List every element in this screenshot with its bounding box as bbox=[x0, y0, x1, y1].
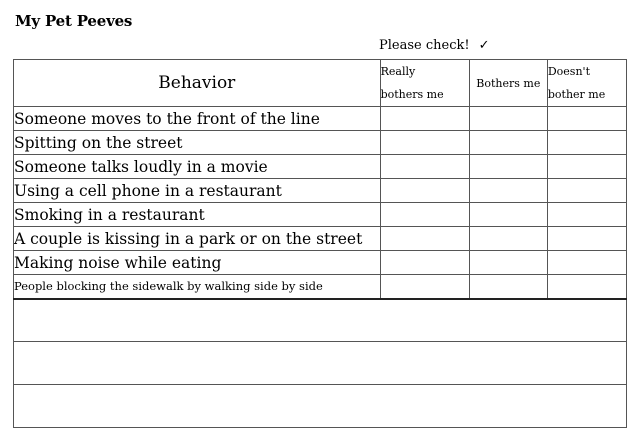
really-bothers-me-checkbox-cell[interactable] bbox=[380, 227, 469, 251]
really-bothers-me-checkbox-cell[interactable] bbox=[380, 155, 469, 179]
table-row bbox=[14, 227, 627, 251]
checkmark-icon: ✓ bbox=[478, 38, 490, 53]
behavior-cell: People blocking the sidewalk by walking side by side bbox=[14, 275, 381, 299]
bothers-me-checkbox-cell[interactable] bbox=[469, 179, 547, 203]
write-in-cell[interactable] bbox=[14, 385, 627, 428]
really-bothers-me-checkbox-cell[interactable] bbox=[380, 131, 469, 155]
behavior-column-header: Behavior bbox=[14, 60, 381, 107]
doesnt-bother-me-checkbox-cell[interactable] bbox=[547, 179, 626, 203]
doesnt-bother-me-line2: bother me bbox=[547, 88, 606, 101]
doesnt-bother-me-checkbox-cell[interactable] bbox=[547, 107, 626, 131]
table-row bbox=[14, 275, 627, 299]
behavior-cell: Making noise while eating bbox=[14, 251, 381, 275]
pet-peeves-table bbox=[13, 59, 627, 428]
really-bothers-me-line1: Really bbox=[380, 65, 416, 78]
table-row bbox=[14, 179, 627, 203]
really-bothers-me-checkbox-cell[interactable] bbox=[380, 179, 469, 203]
behavior-cell: Spitting on the street bbox=[14, 131, 381, 155]
bothers-me-checkbox-cell[interactable] bbox=[469, 203, 547, 227]
bothers-me-header: Bothers me bbox=[469, 60, 547, 107]
doesnt-bother-me-line1: Doesn't bbox=[547, 65, 590, 78]
doesnt-bother-me-checkbox-cell[interactable] bbox=[547, 275, 626, 299]
bothers-me-checkbox-cell[interactable] bbox=[469, 275, 547, 299]
really-bothers-me-checkbox-cell[interactable] bbox=[380, 251, 469, 275]
behavior-cell: A couple is kissing in a park or on the street bbox=[14, 227, 381, 251]
write-in-cell[interactable] bbox=[14, 342, 627, 385]
page-title: My Pet Peeves bbox=[15, 12, 133, 30]
doesnt-bother-me-checkbox-cell[interactable] bbox=[547, 131, 626, 155]
doesnt-bother-me-checkbox-cell[interactable] bbox=[547, 227, 626, 251]
really-bothers-me-header bbox=[380, 60, 469, 107]
really-bothers-me-checkbox-cell[interactable] bbox=[380, 203, 469, 227]
bothers-me-checkbox-cell[interactable] bbox=[469, 227, 547, 251]
bothers-me-checkbox-cell[interactable] bbox=[469, 131, 547, 155]
blank-write-in-row bbox=[14, 299, 627, 342]
check-instruction bbox=[379, 38, 489, 53]
check-instruction-label: Please check! bbox=[379, 38, 470, 53]
really-bothers-me-line2: bothers me bbox=[380, 88, 444, 101]
table-header-row bbox=[14, 60, 627, 107]
blank-write-in-row bbox=[14, 342, 627, 385]
behavior-cell: Someone talks loudly in a movie bbox=[14, 155, 381, 179]
behavior-cell: Using a cell phone in a restaurant bbox=[14, 179, 381, 203]
table-row bbox=[14, 251, 627, 275]
doesnt-bother-me-header bbox=[547, 60, 626, 107]
behavior-cell: Smoking in a restaurant bbox=[14, 203, 381, 227]
table-row bbox=[14, 131, 627, 155]
behavior-cell: Someone moves to the front of the line bbox=[14, 107, 381, 131]
bothers-me-checkbox-cell[interactable] bbox=[469, 155, 547, 179]
bothers-me-checkbox-cell[interactable] bbox=[469, 107, 547, 131]
write-in-cell[interactable] bbox=[14, 299, 627, 342]
doesnt-bother-me-checkbox-cell[interactable] bbox=[547, 155, 626, 179]
table-row bbox=[14, 203, 627, 227]
really-bothers-me-checkbox-cell[interactable] bbox=[380, 275, 469, 299]
table-row bbox=[14, 155, 627, 179]
bothers-me-checkbox-cell[interactable] bbox=[469, 251, 547, 275]
table-row bbox=[14, 107, 627, 131]
doesnt-bother-me-checkbox-cell[interactable] bbox=[547, 203, 626, 227]
blank-write-in-row bbox=[14, 385, 627, 428]
doesnt-bother-me-checkbox-cell[interactable] bbox=[547, 251, 626, 275]
really-bothers-me-checkbox-cell[interactable] bbox=[380, 107, 469, 131]
